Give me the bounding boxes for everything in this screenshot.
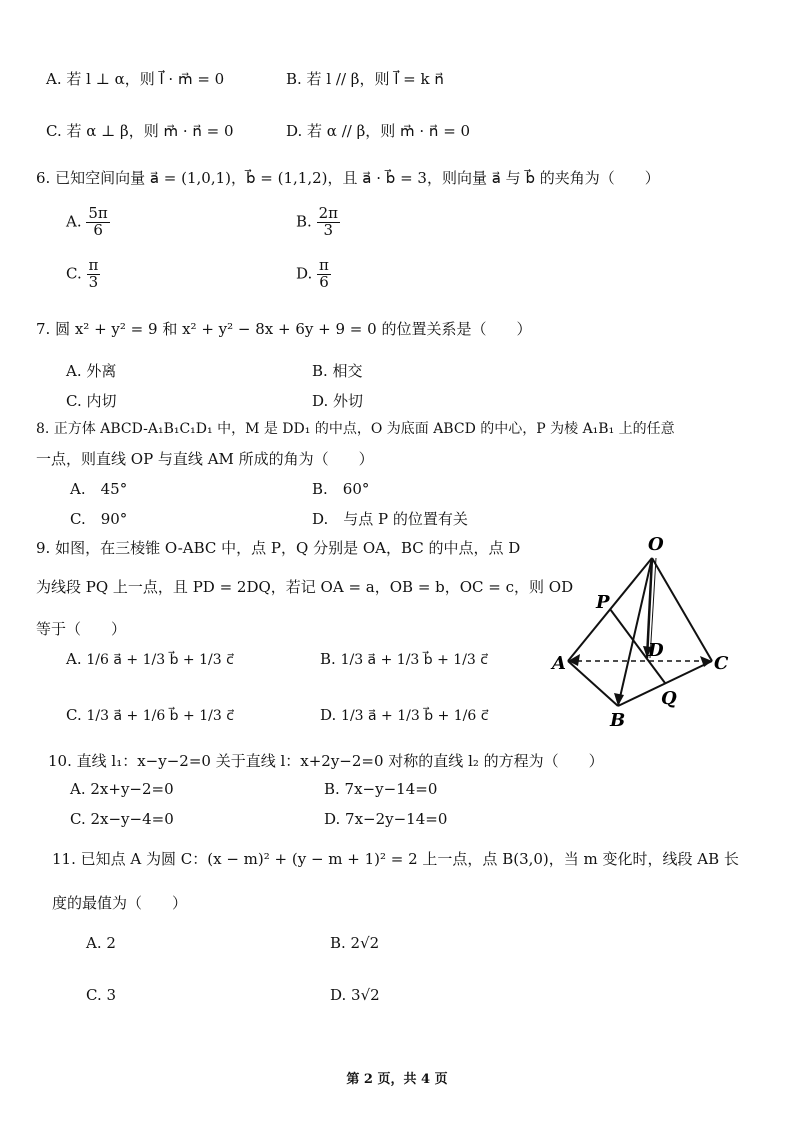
q9-option-b: [320, 650, 488, 668]
q9-option-label: A.: [66, 650, 82, 668]
q10-option-a: A. 2x+y−2=0: [70, 780, 174, 798]
page-footer: 第 2 页，共 4 页: [346, 1072, 448, 1087]
q6-option-c: [66, 258, 100, 291]
q6-fraction: [86, 206, 109, 239]
q6-denominator: 3: [88, 272, 99, 291]
q5-option-a: A. 若 l ⊥ α，则 l⃗ · m⃗ = 0: [46, 70, 225, 88]
label-q: Q: [661, 688, 677, 709]
q6-fraction: [317, 258, 331, 291]
q6-fraction: [317, 206, 340, 239]
q10-option-c: C. 2x−y−4=0: [70, 810, 174, 828]
q11-option-c: C. 3: [86, 986, 117, 1004]
label-c: C: [714, 653, 729, 674]
q8-option-d: D. 与点 P 的位置有关: [312, 510, 468, 528]
q6-option-label: B.: [296, 212, 312, 231]
q11-option-d: D. 3√2: [330, 986, 380, 1004]
q10-option-b: B. 7x−y−14=0: [324, 780, 438, 798]
q9-term: 1/3 b⃗: [396, 652, 433, 668]
q9-option-a: [66, 650, 234, 668]
q9-term: 1/6 b⃗: [142, 708, 179, 724]
q6-option-label: C.: [66, 264, 82, 283]
q9-term: 1/3 b⃗: [142, 652, 179, 668]
q6-option-label: A.: [66, 212, 82, 231]
q8-stem-line1: 8. 正方体 ABCD-A₁B₁C₁D₁ 中，M 是 DD₁ 的中点，O 为底面 ABCD 的中心，P 为棱 A₁B₁ 上的任意: [36, 421, 675, 437]
edge-ab: [568, 661, 618, 706]
q9-option-d: [320, 706, 488, 724]
q6-option-label: D.: [296, 264, 313, 283]
label-b: B: [610, 710, 626, 731]
q6-option-b: [296, 206, 340, 239]
q9-option-c: [66, 706, 234, 724]
q7-option-a: A. 外离: [66, 362, 117, 380]
q9-option-label: B.: [320, 650, 336, 668]
q9-term: 1/3 c⃗: [199, 708, 234, 724]
label-a: A: [552, 653, 566, 674]
label-o: O: [648, 534, 664, 555]
q9-option-expression: 1/3 a⃗ + 1/6 b⃗ + 1/3 c⃗: [86, 708, 234, 724]
q10-option-d: D. 7x−2y−14=0: [324, 810, 448, 828]
q9-term: 1/3 b⃗: [397, 708, 434, 724]
q7-option-d: D. 外切: [312, 392, 364, 410]
q9-term: 1/3 a⃗: [340, 652, 377, 668]
pyramid-figure: [540, 528, 750, 738]
q9-term: 1/6 c⃗: [453, 708, 489, 724]
q9-stem-line1: 9. 如图，在三棱锥 O-ABC 中，点 P，Q 分别是 OA，BC 的中点，点 D: [36, 539, 521, 557]
label-d: D: [648, 640, 664, 661]
q9-term: 1/3 a⃗: [341, 708, 377, 724]
q6-denominator: 6: [319, 272, 329, 291]
q11-option-b: B. 2√2: [330, 934, 380, 952]
q9-option-expression: 1/3 a⃗ + 1/3 b⃗ + 1/3 c⃗: [340, 652, 488, 668]
q8-option-c: C. 90°: [70, 510, 128, 528]
label-p: P: [596, 592, 610, 613]
q9-term: 1/3 c⃗: [453, 652, 488, 668]
q8-stem-line2: 一点，则直线 OP 与直线 AM 所成的角为（ ）: [36, 450, 374, 468]
q5-option-b: B. 若 l // β，则 l⃗ = k n⃗: [286, 70, 444, 88]
q7-option-c: C. 内切: [66, 392, 117, 410]
q6-stem: 6. 已知空间向量 a⃗ = (1,0,1)，b⃗ = (1,1,2)，且 a⃗ · b⃗ = 3，则向量 a⃗ 与 b⃗ 的夹角为（ ）: [36, 169, 660, 187]
q7-stem: 7. 圆 x² + y² = 9 和 x² + y² − 8x + 6y + 9 = 0 的位置关系是（ ）: [36, 320, 532, 338]
q9-stem-line2: 为线段 PQ 上一点，且 PD = 2DQ，若记 OA = a，OB = b，OC = c，则 OD: [36, 578, 574, 596]
q9-term: 1/3 a⃗: [86, 708, 123, 724]
q9-term: 1/3 c⃗: [199, 652, 234, 668]
q5-option-c: C. 若 α ⊥ β，则 m⃗ · n⃗ = 0: [46, 122, 234, 140]
q11-stem-line2: 度的最值为（ ）: [52, 894, 188, 912]
q11-stem-line1: 11. 已知点 A 为圆 C：(x − m)² + (y − m + 1)² = 2 上一点，点 B(3,0)，当 m 变化时，线段 AB 长: [52, 850, 739, 868]
q5-option-d: D. 若 α // β，则 m⃗ · n⃗ = 0: [286, 122, 471, 140]
q6-option-d: [296, 258, 331, 291]
q6-numerator: 5π: [88, 204, 108, 222]
q10-stem: 10. 直线 l₁：x−y−2=0 关于直线 l：x+2y−2=0 对称的直线 l₂ 的方程为（ ）: [48, 752, 604, 770]
arrow-a: [568, 654, 580, 666]
q11-option-a: A. 2: [86, 934, 116, 952]
q6-numerator: π: [88, 256, 99, 274]
q6-denominator: 3: [323, 220, 334, 239]
q9-term: 1/6 a⃗: [86, 652, 122, 668]
q7-option-b: B. 相交: [312, 362, 363, 380]
q6-numerator: 2π: [318, 204, 338, 222]
q9-option-expression: 1/6 a⃗ + 1/3 b⃗ + 1/3 c⃗: [86, 652, 234, 668]
q8-option-b: B. 60°: [312, 480, 370, 498]
q9-stem-line3: 等于（ ）: [36, 620, 127, 638]
q8-option-a: A. 45°: [70, 480, 128, 498]
q9-option-expression: 1/3 a⃗ + 1/3 b⃗ + 1/6 c⃗: [341, 708, 489, 724]
q6-denominator: 6: [93, 220, 103, 239]
q9-option-label: C.: [66, 706, 82, 724]
q6-numerator: π: [319, 256, 329, 274]
q6-fraction: [87, 258, 101, 291]
q9-option-label: D.: [320, 706, 337, 724]
q6-option-a: [66, 206, 110, 239]
